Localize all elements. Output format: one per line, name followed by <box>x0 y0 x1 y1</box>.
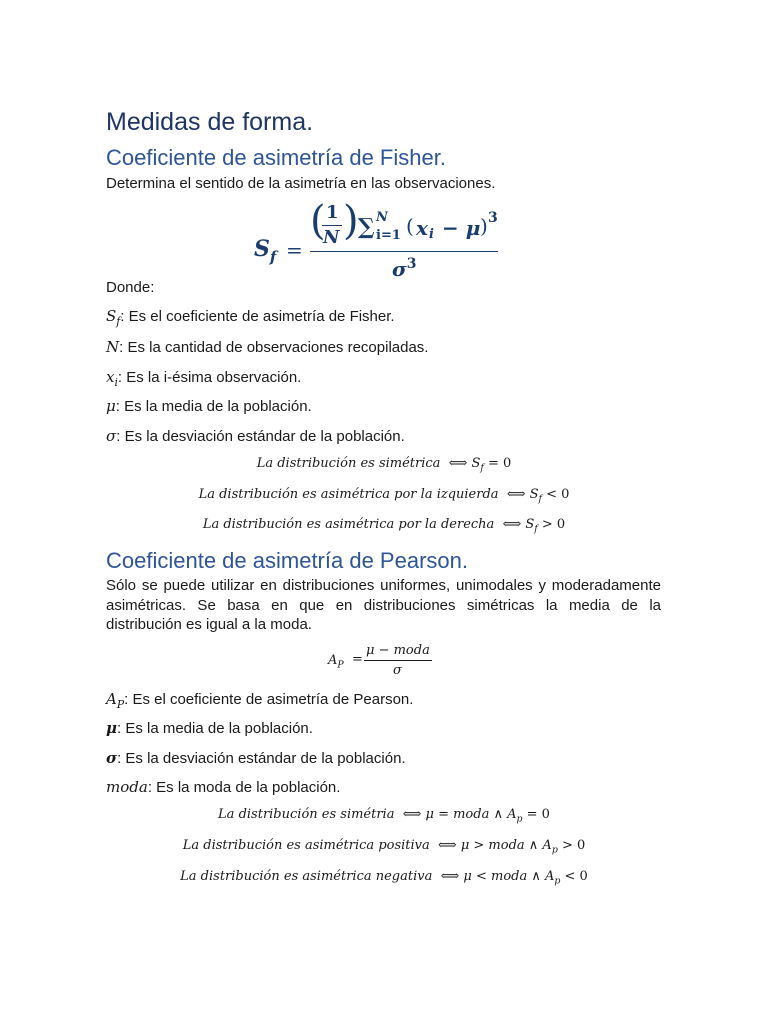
fisher-rule-symmetric: La distribución es simétrica ⟺ $S_f = 0$ <box>256 456 512 474</box>
def-sigma: σ: Es la desviación estándar de la población. <box>106 427 405 445</box>
def-sf: $S_f$: Es el coeficiente de asimetría de Fisher. <box>106 307 395 328</box>
pearson-rule-positive: La distribución es asimétrica positiva ⟺ μ > moda ∧ $A_p > 0$ <box>182 838 586 856</box>
page-title: Medidas de forma. <box>106 108 314 136</box>
fisher-formula: $S_f$ = ( 1 N ) ∑ i=1 N ( x i − μ ) 3 $\sigma^3$ <box>254 198 498 281</box>
def-xi: $x_i$: Es la i-ésima observación. <box>106 368 302 389</box>
def-moda: moda: Es la moda de la población. <box>106 778 341 796</box>
def-n: N: Es la cantidad de observaciones recopiladas. <box>106 338 429 356</box>
def-sigma-pearson: σ: Es la desviación estándar de la población. <box>106 749 406 767</box>
fisher-intro: Determina el sentido de la asimetría en las observaciones. <box>106 175 496 192</box>
fisher-heading: Coeficiente de asimetría de Fisher. <box>106 145 446 170</box>
fisher-rule-right: La distribución es asimétrica por la derecha ⟺ $S_f > 0$ <box>202 517 566 535</box>
pearson-heading: Coeficiente de asimetría de Pearson. <box>106 548 468 573</box>
def-mu-pearson: μ: Es la media de la población. <box>106 719 313 737</box>
def-ap: $A_P$: Es el coeficiente de asimetría de Pearson. <box>106 690 414 711</box>
pearson-rule-symmetric: La distribución es simétria ⟺ μ = moda ∧ $A_p = 0$ <box>218 807 550 825</box>
fisher-rule-left: La distribución es asimétrica por la izquierda ⟺ $S_f < 0$ <box>198 487 570 505</box>
pearson-paragraph: Sólo se puede utilizar en distribuciones uniformes, unimodales y moderadamente asimétricas. Se basa en que en distribuciones simétricas la media de la distribución es igual a la moda. <box>106 577 661 633</box>
fisher-denominator: $\sigma^3$ <box>392 256 417 281</box>
donde-label: Donde: <box>106 279 155 296</box>
pearson-rule-negative: La distribución es asimétrica negativa ⟺ μ < moda ∧ $A_p < 0$ <box>180 869 588 887</box>
pearson-formula: $A_P$ = μ − moda σ <box>326 642 446 682</box>
def-mu: μ: Es la media de la población. <box>106 397 312 415</box>
